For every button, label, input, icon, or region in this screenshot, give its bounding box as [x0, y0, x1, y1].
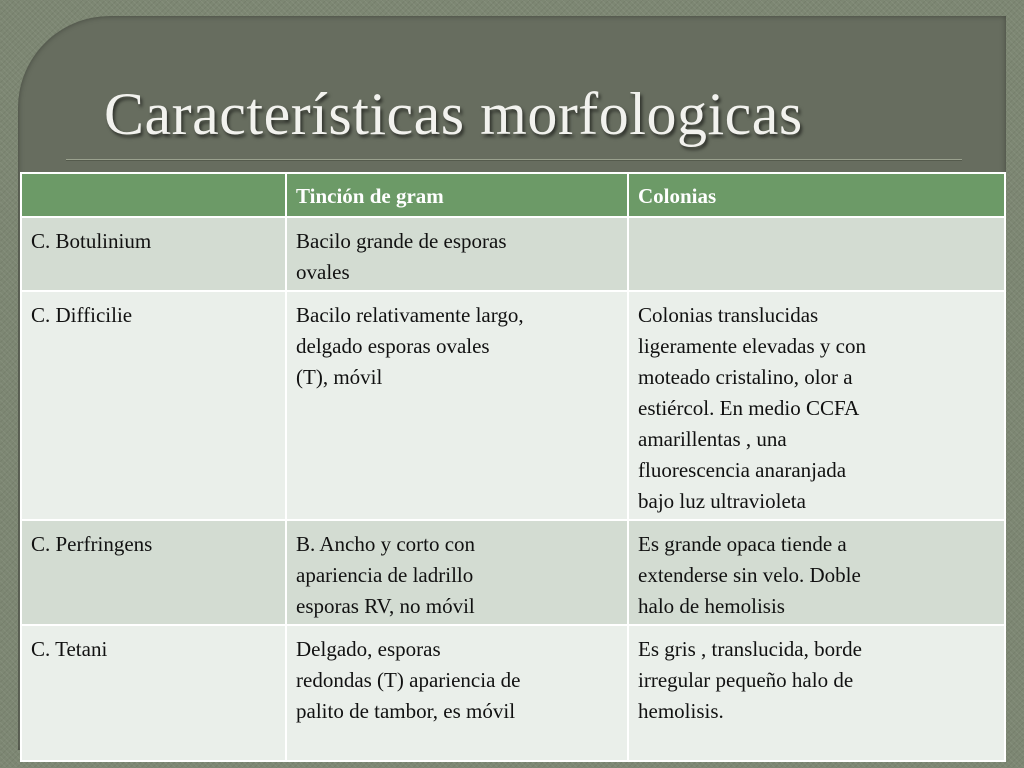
table-header-row [21, 173, 1005, 217]
gram-stain-cell: Bacilo relativamente largo, delgado esporas ovales (T), móvil [286, 291, 628, 520]
slide-title: Características morfologicas [104, 81, 803, 147]
table-row [21, 520, 1005, 625]
colonies-cell: Es gris , translucida, borde irregular pequeño halo de hemolisis. [628, 625, 1005, 761]
species-cell: C. Botulinium [21, 217, 286, 291]
colonies-cell [628, 217, 1005, 291]
gram-stain-cell: B. Ancho y corto con apariencia de ladrillo esporas RV, no móvil [286, 520, 628, 625]
header-cell-species [21, 173, 286, 217]
species-cell: C. Perfringens [21, 520, 286, 625]
table-row [21, 625, 1005, 761]
title-divider [66, 159, 962, 161]
species-cell: C. Difficilie [21, 291, 286, 520]
colonies-cell: Es grande opaca tiende a extenderse sin velo. Doble halo de hemolisis [628, 520, 1005, 625]
header-cell-colonies: Colonias [628, 173, 1005, 217]
morphology-table [20, 172, 1006, 762]
gram-stain-cell: Delgado, esporas redondas (T) apariencia de palito de tambor, es móvil [286, 625, 628, 761]
table-row [21, 217, 1005, 291]
colonies-cell: Colonias translucidas ligeramente elevadas y con moteado cristalino, olor a estiércol. En medio CCFA amarillentas , una fluorescencia anaranjada bajo luz ultravioleta [628, 291, 1005, 520]
species-cell: C. Tetani [21, 625, 286, 761]
gram-stain-cell: Bacilo grande de esporas ovales [286, 217, 628, 291]
header-cell-gram-stain: Tinción de gram [286, 173, 628, 217]
table-row [21, 291, 1005, 520]
